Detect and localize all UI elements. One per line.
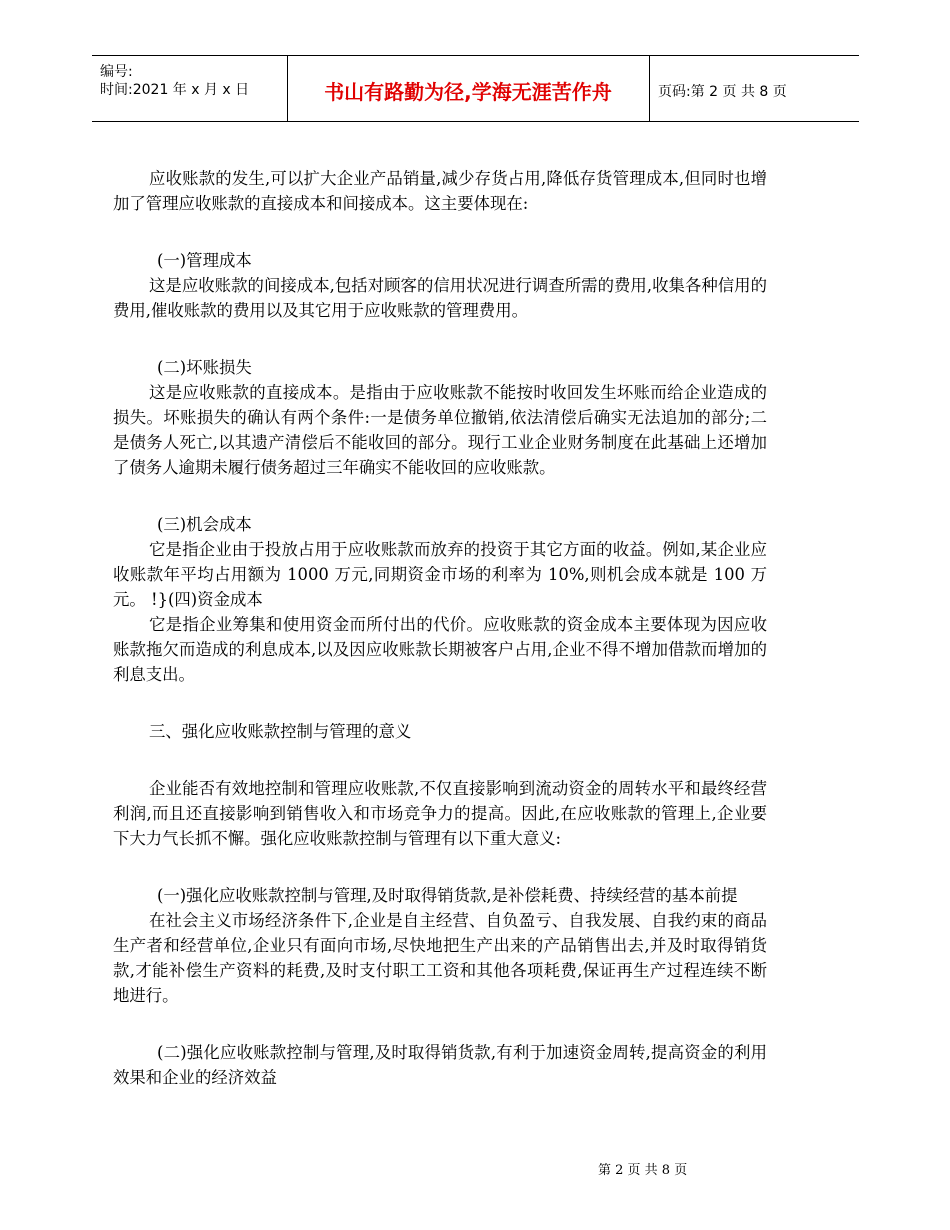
- paragraph: 企业能否有效地控制和管理应收账款,不仅直接影响到流动资金的周转水平和最终经营利润,而且还直接影响到销售收入和市场竞争力的提高。因此,在应收账款的管理上,企业要下大力气长抓不懈。强化应收账款控制与管理有以下重大意义:: [113, 779, 767, 848]
- header-bottom-rule: [92, 121, 859, 122]
- section-heading: 三、强化应收账款控制与管理的意义: [149, 722, 412, 741]
- header-divider-right: [649, 55, 650, 121]
- paragraph: 在社会主义市场经济条件下,企业是自主经营、自负盈亏、自我发展、自我约束的商品生产者和经营单位,企业只有面向市场,尽快地把生产出来的产品销售出去,并及时取得销货款,才能补偿生产资料的耗费,及时支付职工工资和其他各项耗费,保证再生产过程连续不断地进行。: [113, 911, 767, 1005]
- paragraph: 这是应收账款的间接成本,包括对顾客的信用状况进行调查所需的费用,收集各种信用的费用,催收账款的费用以及其它用于应收账款的管理费用。: [113, 276, 767, 320]
- page-footer: 第 2 页 共 8 页: [598, 1163, 688, 1178]
- paragraph: 应收账款的发生,可以扩大企业产品销量,减少存货占用,降低存货管理成本,但同时也增加了管理应收账款的直接成本和间接成本。这主要体现在:: [113, 169, 767, 213]
- paragraph: 它是指企业筹集和使用资金而所付出的代价。应收账款的资金成本主要体现为因应收账款拖欠而造成的利息成本,以及因应收账款长期被客户占用,企业不得不增加借款而增加的利息支出。: [113, 615, 767, 684]
- paragraph: 它是指企业由于投放占用于应收账款而放弃的投资于其它方面的收益。例如,某企业应收账款年平均占用额为 1000 万元,同期资金市场的利率为 10%,则机会成本就是 100 万元。 !}(四)资金成本: [113, 540, 767, 609]
- header-page-info: 页码:第 2 页 共 8 页: [658, 84, 787, 100]
- document-body: [113, 166, 767, 1090]
- subheading-significance-1: (一)强化应收账款控制与管理,及时取得销货款,是补偿耗费、持续经营的基本前提: [157, 886, 738, 905]
- document-number-label: 编号:: [100, 64, 133, 80]
- subheading-opportunity-cost: (三)机会成本: [157, 515, 252, 534]
- subheading-management-cost: (一)管理成本: [157, 251, 252, 270]
- paragraph: 这是应收账款的直接成本。是指由于应收账款不能按时收回发生坏账而给企业造成的损失。坏账损失的确认有两个条件:一是债务单位撤销,依法清偿后确实无法追加的部分;二是债务人死亡,以其遗产清偿后不能收回的部分。现行工业企业财务制度在此基础上还增加了债务人逾期未履行债务超过三年确实不能收回的应收账款。: [113, 383, 767, 477]
- document-time-label: 时间:2021 年 x 月 x 日: [100, 82, 250, 98]
- header-motto: 书山有路勤为径,学海无涯苦作舟: [324, 80, 612, 104]
- header-top-rule: [92, 55, 859, 56]
- subheading-significance-2: (二)强化应收账款控制与管理,及时取得销货款,有利于加速资金周转,提高资金的利用效果和企业的经济效益: [113, 1043, 767, 1087]
- subheading-bad-debt-loss: (二)坏账损失: [157, 358, 252, 377]
